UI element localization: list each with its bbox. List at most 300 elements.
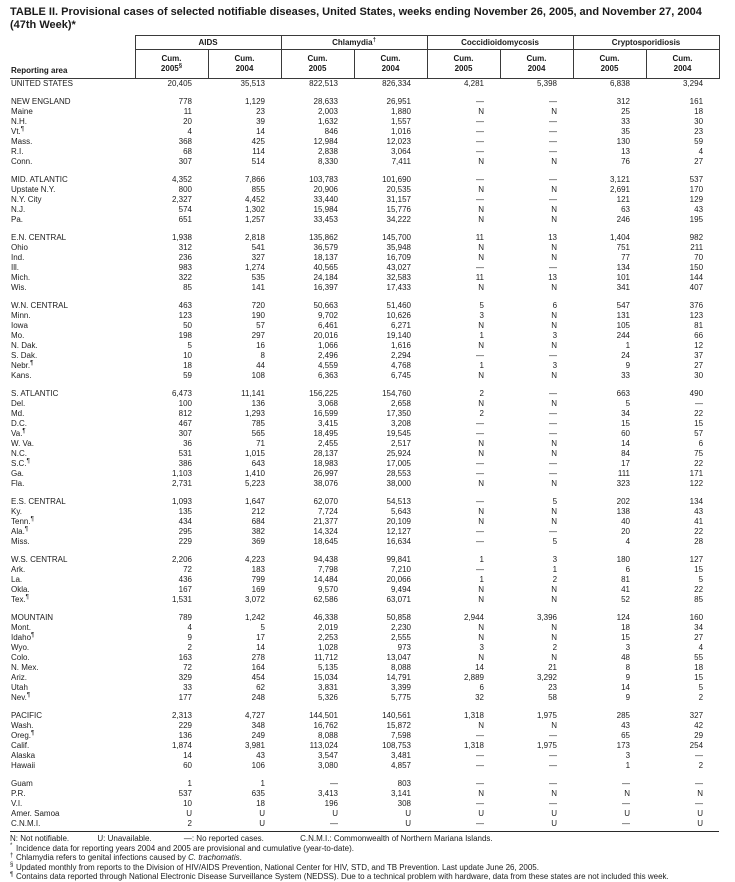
value-cell: 295: [178, 527, 192, 536]
value-cell: 43: [256, 751, 265, 760]
value-cell: 12,127: [386, 527, 411, 536]
table-row: [10, 575, 719, 585]
value-cell: 3,981: [244, 741, 265, 750]
table-row: [10, 321, 719, 331]
value-cell: 5: [698, 575, 704, 584]
value-cell: 1,129: [244, 97, 265, 106]
reporting-area-cell: Wis.: [11, 283, 27, 292]
value-cell: 2,253: [317, 633, 338, 642]
value-cell: 111: [617, 469, 631, 478]
value-cell: 114: [252, 147, 265, 156]
value-cell: 43: [694, 507, 704, 516]
value-cell: 4,223: [244, 555, 265, 564]
value-cell: 156,225: [309, 389, 338, 398]
value-cell: 1,410: [244, 469, 265, 478]
value-cell: 33: [621, 371, 631, 380]
value-cell: 131: [616, 311, 631, 320]
value-cell: 18: [183, 361, 192, 370]
value-cell: 13,047: [386, 653, 411, 662]
value-cell: 803: [397, 779, 411, 788]
table-row: [10, 731, 719, 741]
value-cell: 574: [178, 205, 192, 214]
value-cell: —: [476, 779, 484, 788]
reporting-area-cell: Nev.¶: [11, 692, 31, 702]
value-cell: 15,984: [313, 205, 338, 214]
column-group-aids: [135, 36, 281, 50]
table-row: [10, 693, 719, 703]
footnote-pilcrow: ¶ Contains data reported through National Electronic Disease Surveillance System (NEDSS). Due to a technical problem with hardware, data from these states are not included this week.: [10, 871, 669, 882]
value-cell: 164: [251, 663, 265, 672]
table-row: [10, 147, 719, 157]
value-cell: U: [697, 809, 704, 818]
value-cell: 2,455: [317, 439, 338, 448]
footnote-asterisk: * Incidence data for reporting years 2004 and 2005 are provisional and cumulative (year-to-date).: [10, 842, 354, 853]
value-cell: 2: [698, 761, 704, 770]
value-cell: 5: [552, 537, 558, 546]
value-cell: 177: [178, 693, 192, 702]
value-cell: 57: [694, 429, 704, 438]
value-cell: N: [551, 157, 558, 166]
value-cell: 14,484: [313, 575, 338, 584]
value-cell: 537: [689, 175, 704, 184]
value-cell: N: [478, 205, 484, 214]
value-cell: 113,024: [309, 741, 338, 750]
value-cell: N: [478, 595, 484, 604]
value-cell: —: [549, 409, 558, 418]
value-cell: 13: [548, 273, 558, 282]
value-cell: 14: [256, 127, 265, 136]
value-cell: 18: [256, 799, 265, 808]
value-cell: 27: [694, 633, 704, 642]
value-cell: 2,206: [171, 555, 192, 564]
value-cell: 50,663: [313, 301, 338, 310]
table-row: [10, 517, 719, 527]
value-cell: —: [549, 97, 558, 106]
value-cell: 5,775: [390, 693, 411, 702]
value-cell: 34: [621, 409, 631, 418]
table-row: [10, 789, 719, 799]
value-cell: 135: [178, 507, 192, 516]
value-cell: 21,377: [313, 517, 338, 526]
value-cell: 154,760: [382, 389, 411, 398]
value-cell: 20,109: [386, 517, 411, 526]
table-row: [10, 819, 719, 832]
reporting-area-cell: S.C.¶: [11, 458, 30, 468]
reporting-area-cell: E.S. CENTRAL: [11, 497, 66, 506]
value-cell: 21: [548, 663, 558, 672]
value-cell: 249: [251, 731, 265, 740]
value-cell: 20,906: [313, 185, 338, 194]
value-cell: 4: [625, 537, 631, 546]
value-cell: 4: [187, 127, 192, 136]
value-cell: 1: [625, 341, 631, 350]
page-title: [10, 6, 725, 32]
reporting-area-cell: Mo.: [11, 331, 25, 340]
footnote-section: § Updated monthly from reports to the Division of HIV/AIDS Prevention, National Center for HIV, STD, and TB Prevention. Last update June 26, 2005.: [10, 862, 539, 872]
footnotes: [10, 834, 725, 882]
value-cell: 39: [256, 117, 265, 126]
reporting-area-cell: N.Y. City: [11, 195, 42, 204]
reporting-area-cell: Calif.: [11, 741, 30, 750]
value-cell: 1: [479, 361, 484, 370]
value-cell: 81: [621, 575, 631, 584]
value-cell: 1,318: [463, 711, 484, 720]
value-cell: 5: [625, 399, 631, 408]
value-cell: 541: [251, 243, 265, 252]
value-cell: —: [476, 97, 484, 106]
value-cell: 121: [616, 195, 631, 204]
reporting-area-cell: Miss.: [11, 537, 30, 546]
value-cell: —: [476, 127, 484, 136]
value-cell: 130: [616, 137, 631, 146]
value-cell: 2: [479, 409, 484, 418]
reporting-area-cell: S. ATLANTIC: [11, 389, 59, 398]
reporting-area-cell: NEW ENGLAND: [11, 97, 71, 106]
value-cell: 407: [689, 283, 704, 292]
table-row: [10, 547, 719, 565]
value-cell: 2,496: [317, 351, 338, 360]
value-cell: 212: [251, 507, 265, 516]
value-cell: 2: [698, 693, 704, 702]
value-cell: 46,338: [313, 613, 338, 622]
value-cell: 2,517: [390, 439, 411, 448]
value-cell: 27: [694, 361, 704, 370]
value-cell: 44: [256, 361, 265, 370]
value-cell: 278: [251, 653, 265, 662]
value-cell: 101,690: [382, 175, 411, 184]
value-cell: 94,438: [313, 555, 338, 564]
value-cell: 40,565: [313, 263, 338, 272]
reporting-area-cell: Tenn.¶: [11, 516, 34, 526]
reporting-area-cell: N. Mex.: [11, 663, 39, 672]
value-cell: 37: [694, 351, 704, 360]
value-cell: 101: [616, 273, 631, 282]
table-row: [10, 585, 719, 595]
value-cell: 1: [479, 575, 484, 584]
value-cell: 3: [479, 643, 484, 652]
value-cell: 14: [621, 439, 631, 448]
value-cell: 15: [621, 633, 631, 642]
value-cell: 12,984: [313, 137, 338, 146]
value-cell: 10: [183, 351, 192, 360]
value-cell: 77: [621, 253, 631, 262]
value-cell: —: [549, 351, 558, 360]
value-cell: 3: [625, 751, 631, 760]
value-cell: 3,121: [609, 175, 631, 184]
value-cell: 1: [187, 779, 192, 788]
value-cell: 3,080: [317, 761, 338, 770]
value-cell: 5: [698, 683, 704, 692]
group-label: Chlamydia: [332, 38, 373, 47]
value-cell: 24,184: [313, 273, 338, 282]
value-cell: N: [551, 439, 558, 448]
value-cell: 434: [178, 517, 192, 526]
value-cell: 8: [260, 351, 265, 360]
value-cell: 236: [178, 253, 192, 262]
table-row: [10, 381, 719, 399]
table-row: [10, 263, 719, 273]
value-cell: 8,088: [390, 663, 411, 672]
table-row: [10, 205, 719, 215]
value-cell: 100: [178, 399, 192, 408]
value-cell: —: [476, 731, 484, 740]
value-cell: 62,070: [313, 497, 338, 506]
column-group-coccidioidomycosis: [427, 36, 573, 50]
value-cell: 2,230: [390, 623, 411, 632]
table-row: [10, 117, 719, 127]
reporting-area-cell: C.N.M.I.: [10, 819, 135, 832]
value-cell: 1: [479, 555, 484, 564]
value-cell: —: [330, 779, 338, 788]
value-cell: 6: [698, 439, 704, 448]
table-row: [10, 809, 719, 819]
reporting-area-cell: Hawaii: [11, 761, 36, 770]
value-cell: 81: [694, 321, 704, 330]
value-cell: 329: [178, 673, 192, 682]
value-cell: 20: [183, 117, 192, 126]
value-cell: 2: [552, 643, 558, 652]
value-cell: 720: [251, 301, 265, 310]
table-row: [10, 311, 719, 321]
value-cell: 17,005: [386, 459, 411, 468]
reporting-area-cell: W.S. CENTRAL: [11, 555, 68, 564]
reporting-area-cell: Amer. Samoa: [11, 809, 60, 818]
table-row: [10, 771, 719, 789]
reporting-area-cell: Ind.: [11, 253, 25, 262]
value-cell: 18,645: [313, 537, 338, 546]
value-cell: —: [549, 389, 558, 398]
value-cell: 20,066: [386, 575, 411, 584]
group-footnote-mark: †: [372, 37, 376, 44]
table-row: [10, 741, 719, 751]
value-cell: U: [478, 809, 484, 818]
value-cell: —: [549, 469, 558, 478]
row-footnote-mark: ¶: [31, 632, 35, 639]
value-cell: 5,326: [317, 693, 338, 702]
value-cell: 8,088: [317, 731, 338, 740]
value-cell: 28,553: [386, 469, 411, 478]
reporting-area-cell: S. Dak.: [11, 351, 38, 360]
table-row: [10, 419, 719, 429]
value-cell: 1,975: [536, 741, 558, 750]
value-cell: 18: [694, 107, 704, 116]
reporting-area-cell: Maine: [11, 107, 33, 116]
table-row: [10, 537, 719, 547]
table-row: [10, 107, 719, 117]
value-cell: 106: [251, 761, 265, 770]
value-cell: 14: [183, 751, 192, 760]
value-cell: 7,724: [317, 507, 338, 516]
value-cell: 6: [625, 565, 631, 574]
value-cell: 103,783: [309, 175, 338, 184]
value-cell: N: [478, 283, 484, 292]
value-cell: 38,000: [386, 479, 411, 488]
value-cell: 33: [183, 683, 192, 692]
row-footnote-mark: ¶: [24, 526, 29, 533]
value-cell: 5: [187, 341, 192, 350]
table-body: [10, 79, 719, 832]
value-cell: U: [186, 809, 192, 818]
table-row: [10, 361, 719, 371]
value-cell: 31,157: [386, 195, 411, 204]
value-cell: 1,242: [244, 613, 265, 622]
value-cell: 1,257: [244, 215, 265, 224]
value-cell: 43: [621, 721, 631, 730]
value-cell: 12,023: [386, 137, 411, 146]
table-row: [10, 429, 719, 439]
value-cell: 18,137: [313, 253, 338, 262]
value-cell: —: [549, 731, 558, 740]
value-cell: 13: [548, 233, 558, 242]
reporting-area-cell: V.I.: [11, 799, 23, 808]
value-cell: 467: [178, 419, 192, 428]
value-cell: 25,924: [386, 449, 411, 458]
value-cell: N: [551, 653, 558, 662]
value-cell: 211: [690, 243, 704, 252]
value-cell: 42: [694, 721, 704, 730]
reporting-area-cell: Ariz.: [11, 673, 27, 682]
value-cell: 376: [689, 301, 704, 310]
value-cell: 323: [616, 479, 631, 488]
value-cell: 24: [621, 351, 631, 360]
value-cell: 297: [251, 331, 265, 340]
value-cell: 85: [183, 283, 192, 292]
value-cell: 60: [183, 761, 192, 770]
value-cell: 1,938: [171, 233, 192, 242]
value-cell: N: [478, 399, 484, 408]
value-cell: 28,633: [313, 97, 338, 106]
table-row: [10, 185, 719, 195]
value-cell: 514: [251, 157, 265, 166]
table-row: [10, 273, 719, 283]
table-row: [10, 721, 719, 731]
value-cell: 846: [324, 127, 338, 136]
value-cell: —: [549, 117, 558, 126]
value-cell: 41: [694, 517, 704, 526]
value-cell: 307: [178, 157, 192, 166]
value-cell: 127: [689, 555, 704, 564]
value-cell: 84: [621, 449, 631, 458]
value-cell: 3,072: [244, 595, 265, 604]
reporting-area-cell: E.N. CENTRAL: [11, 233, 67, 242]
value-cell: —: [695, 751, 704, 760]
reporting-area-cell: P.R.: [11, 789, 26, 798]
value-cell: 57: [256, 321, 265, 330]
value-cell: 4,281: [463, 79, 484, 88]
value-cell: 463: [178, 301, 192, 310]
notifiable-diseases-table: [10, 35, 720, 832]
value-cell: N: [551, 253, 558, 262]
value-cell: 1: [625, 761, 631, 770]
reporting-area-cell: Alaska: [11, 751, 36, 760]
value-cell: 2,003: [317, 107, 338, 116]
value-cell: 11: [475, 273, 484, 282]
value-cell: 6,363: [317, 371, 338, 380]
value-cell: 105: [616, 321, 631, 330]
value-cell: 2,731: [171, 479, 192, 488]
table-row: [10, 643, 719, 653]
value-cell: 2,313: [171, 711, 192, 720]
value-cell: N: [551, 789, 558, 798]
value-cell: 312: [178, 243, 192, 252]
row-footnote-mark: ¶: [25, 594, 29, 601]
value-cell: —: [573, 819, 646, 832]
value-cell: 144,501: [309, 711, 338, 720]
value-cell: 9: [625, 673, 631, 682]
reporting-area-header: Reporting area: [10, 36, 135, 79]
value-cell: 30: [694, 371, 704, 380]
value-cell: 1,404: [609, 233, 631, 242]
value-cell: 9,494: [390, 585, 411, 594]
value-cell: —: [476, 751, 484, 760]
value-cell: 10,626: [386, 311, 411, 320]
value-cell: 6,271: [390, 321, 411, 330]
value-cell: 129: [689, 195, 704, 204]
value-cell: 26,951: [386, 97, 411, 106]
value-cell: —: [549, 799, 558, 808]
value-cell: 4,452: [244, 195, 265, 204]
value-cell: 2,691: [609, 185, 631, 194]
value-cell: 2: [552, 575, 558, 584]
reporting-area-cell: R.I.: [11, 147, 24, 156]
row-footnote-mark: ¶: [20, 126, 25, 133]
value-cell: 9: [625, 361, 631, 370]
value-cell: N: [551, 517, 558, 526]
value-cell: —: [476, 117, 484, 126]
value-cell: N: [697, 789, 704, 798]
value-cell: 651: [178, 215, 192, 224]
value-cell: —: [549, 263, 558, 272]
value-cell: N: [478, 157, 484, 166]
value-cell: 34: [694, 623, 704, 632]
value-cell: —: [476, 799, 484, 808]
value-cell: —: [695, 399, 704, 408]
value-cell: 1,016: [390, 127, 411, 136]
value-cell: N: [478, 215, 484, 224]
value-cell: 65: [621, 731, 631, 740]
reporting-area-cell: Tex.¶: [11, 594, 29, 604]
value-cell: 138: [616, 507, 631, 516]
value-cell: 535: [251, 273, 265, 282]
value-cell: 66: [694, 331, 704, 340]
value-cell: 341: [616, 283, 631, 292]
value-cell: —: [476, 195, 484, 204]
value-cell: —: [476, 459, 484, 468]
value-cell: 663: [616, 389, 631, 398]
reporting-area-cell: N.C.: [11, 449, 27, 458]
value-cell: 2: [187, 643, 192, 652]
value-cell: 16,599: [313, 409, 338, 418]
reporting-area-cell: Iowa: [11, 321, 28, 330]
table-row: [10, 127, 719, 137]
value-cell: 3: [552, 555, 558, 564]
value-cell: 52: [621, 595, 631, 604]
table-row: [10, 703, 719, 721]
table-row: [10, 351, 719, 361]
value-cell: 20: [621, 527, 631, 536]
table-row: [10, 653, 719, 663]
value-cell: N: [551, 371, 558, 380]
value-cell: 8,330: [317, 157, 338, 166]
value-cell: 72: [183, 565, 192, 574]
value-cell: N: [478, 253, 484, 262]
table-row: [10, 243, 719, 253]
table-row: [10, 605, 719, 623]
reporting-area-cell: Minn.: [11, 311, 31, 320]
value-cell: 23: [256, 107, 265, 116]
value-cell: 15: [694, 673, 704, 682]
table-row: [10, 527, 719, 537]
